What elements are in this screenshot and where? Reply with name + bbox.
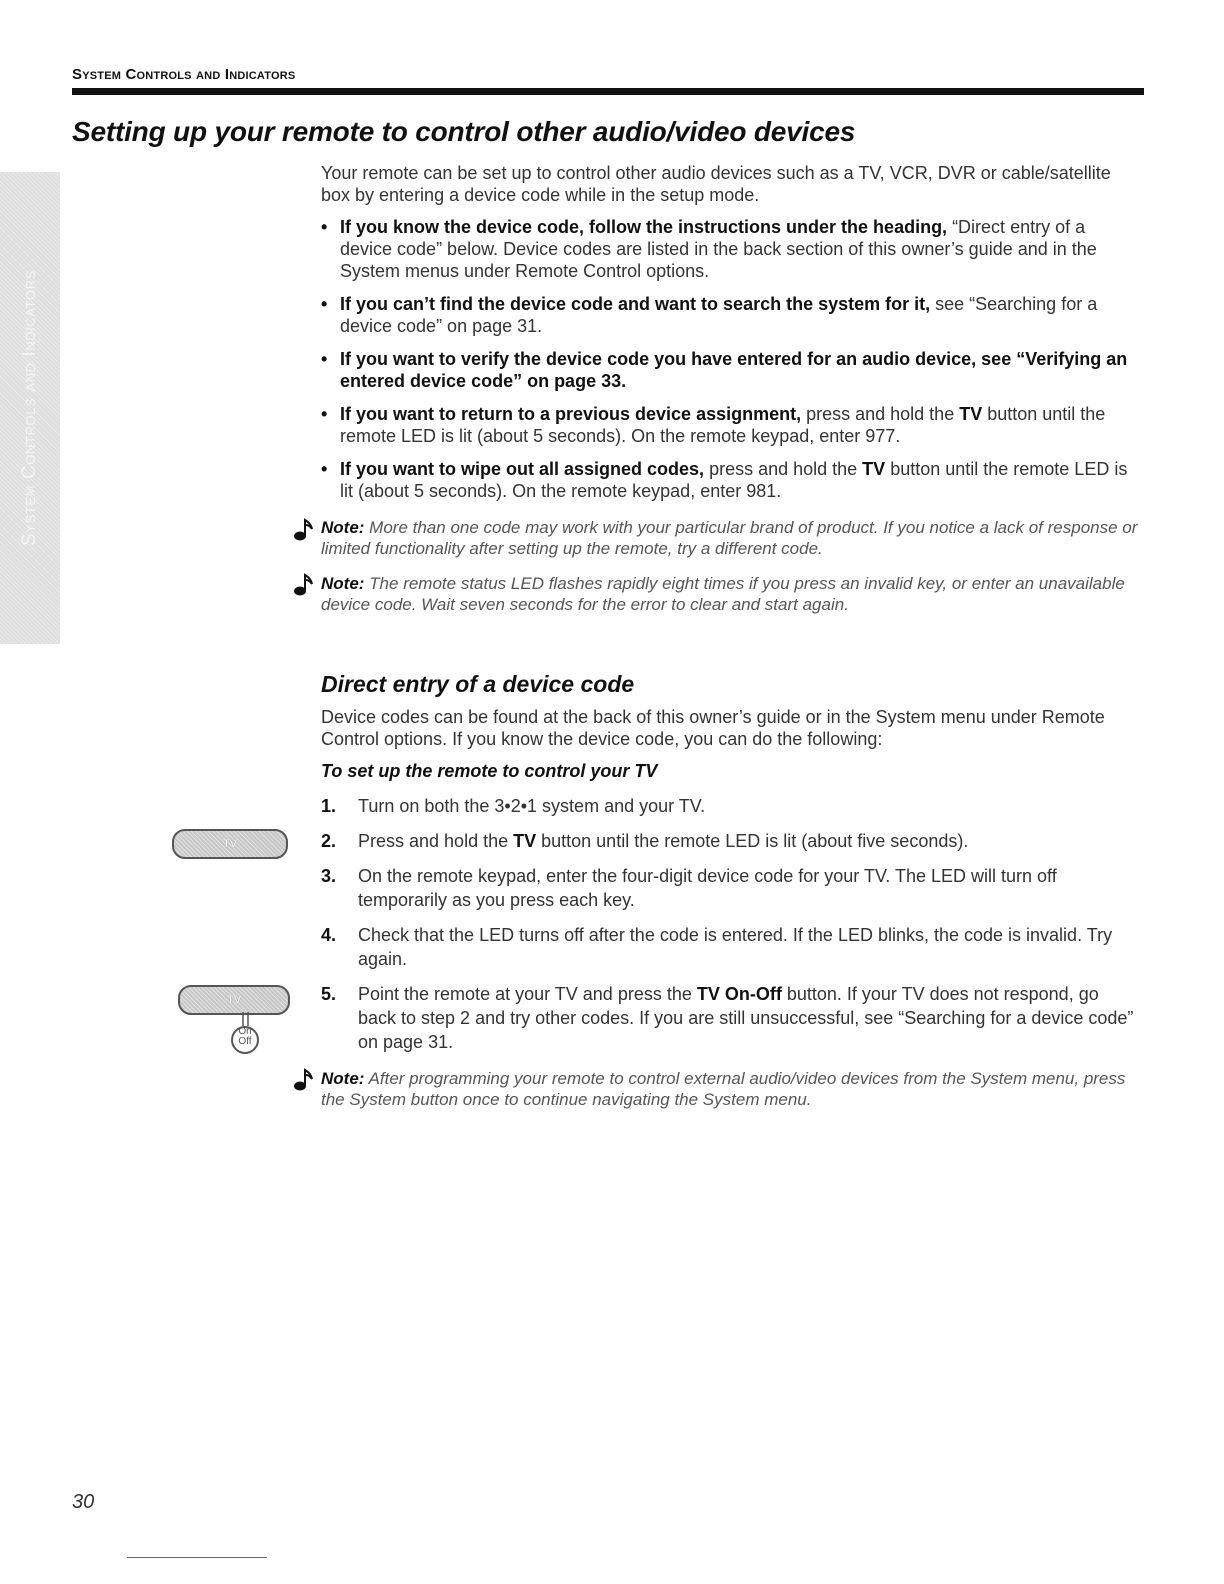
step-text: button. If your TV does not respond, go back to step 2 and try other codes. If you are still unsuccessful, see “Searching for a device code” on page 31.	[358, 984, 1134, 1052]
page-number: 30	[72, 1491, 95, 1513]
key-name: TV	[959, 404, 983, 424]
step-number: 5.	[321, 984, 337, 1004]
step-text: Check that the LED turns off after the code is entered. If the LED blinks, the code is invalid. Try again.	[358, 925, 1113, 969]
tv-button-label: TV	[226, 994, 242, 1006]
bullet-text: see “Searching for a device code” on page 31.	[340, 294, 1098, 336]
note-text: After programming your remote to control external audio/video devices from the System menu, press the System button once to continue navigating the System menu.	[321, 1069, 1126, 1109]
side-tab	[0, 172, 60, 644]
bullet-lead: If you want to wipe out all assigned codes,	[340, 459, 705, 479]
intro-paragraph: Your remote can be set up to control other audio devices such as a TV, VCR, DVR or cable/satellite box by entering a device code while in the setup mode.	[321, 163, 1111, 205]
step-text: Turn on both the 3•2•1 system and your TV.	[358, 796, 706, 816]
step-number: 3.	[321, 866, 337, 886]
bullet-lead: If you want to verify the device code you have entered for an audio device, see “Verifying an entered device code” on page 33.	[340, 349, 1128, 391]
bullet-text: press and hold the	[801, 404, 960, 424]
subsection-heading: Direct entry of a device code	[321, 671, 635, 697]
bullet-lead: If you know the device code, follow the instructions under the heading,	[340, 217, 948, 237]
step-text: button until the remote LED is lit (about five seconds).	[536, 831, 969, 851]
note-icon	[293, 517, 315, 541]
note-label: Note:	[321, 518, 365, 537]
tv-button-illustration	[178, 985, 290, 1015]
header-rule	[72, 88, 1144, 95]
bullet-text: press and hold the	[704, 459, 863, 479]
step-number: 1.	[321, 796, 337, 816]
note	[321, 1068, 1151, 1110]
step-item	[321, 982, 1141, 1054]
step-item	[321, 923, 1141, 971]
list-item	[321, 403, 1141, 447]
key-name: TV On-Off	[696, 984, 782, 1004]
bullet-text: button until the remote LED is lit (about 5 seconds). On the remote keypad, enter 981.	[340, 459, 1128, 501]
step-list	[321, 794, 1141, 1054]
procedure-heading: To set up the remote to control your TV	[321, 761, 658, 781]
note-label: Note:	[321, 574, 365, 593]
step-number: 2.	[321, 831, 337, 851]
bullet-list	[321, 216, 1141, 513]
bullet-lead: If you can’t find the device code and want to search the system for it,	[340, 294, 931, 314]
list-item	[321, 216, 1141, 282]
bullet-text: “Direct entry of a device code” below. Device codes are listed in the back section of this owner’s guide and in the System menus under Remote Control options.	[340, 217, 1097, 281]
onoff-button-illustration	[235, 1027, 255, 1047]
direct-entry-intro: Device codes can be found at the back of this owner’s guide or in the System menu under Remote Control options. If you know the device code, you can do the following:	[321, 707, 1105, 749]
note-icon	[293, 572, 315, 596]
side-tab-label: System Controls and Indicators	[19, 270, 40, 546]
step-item	[321, 864, 1141, 912]
note-icon	[293, 1067, 315, 1091]
note	[321, 573, 1151, 615]
onoff-off-label: Off	[238, 1036, 252, 1047]
list-item	[321, 348, 1141, 392]
key-name: TV	[862, 459, 886, 479]
tv-button-illustration	[172, 829, 288, 859]
step-item	[321, 794, 1141, 818]
bullet-lead: If you want to return to a previous device assignment,	[340, 404, 802, 424]
list-item	[321, 458, 1141, 502]
footer-rule	[127, 1557, 267, 1558]
note-text: The remote status LED flashes rapidly eight times if you press an invalid key, or enter an unavailable device code. Wait seven seconds for the error to clear and start again.	[321, 574, 1125, 614]
list-item	[321, 293, 1141, 337]
bullet-text: button until the remote LED is lit (about 5 seconds). On the remote keypad, enter 977.	[340, 404, 1106, 446]
key-name: TV	[513, 831, 537, 851]
note-text: More than one code may work with your particular brand of product. If you notice a lack of response or limited functionality after setting up the remote, try a different code.	[321, 518, 1138, 558]
step-text: Press and hold the	[358, 831, 514, 851]
page-title: Setting up your remote to control other audio/video devices	[72, 116, 856, 147]
note	[321, 517, 1151, 559]
onoff-on-label: On	[238, 1026, 252, 1037]
step-number: 4.	[321, 925, 337, 945]
section-header: System Controls and Indicators	[72, 66, 296, 83]
tv-button-label: TV	[222, 838, 238, 850]
step-text: On the remote keypad, enter the four-digit device code for your TV. The LED will turn off temporarily as you press each key.	[358, 866, 1057, 910]
note-label: Note:	[321, 1069, 365, 1088]
step-text: Point the remote at your TV and press the	[358, 984, 697, 1004]
step-item	[321, 829, 1141, 853]
